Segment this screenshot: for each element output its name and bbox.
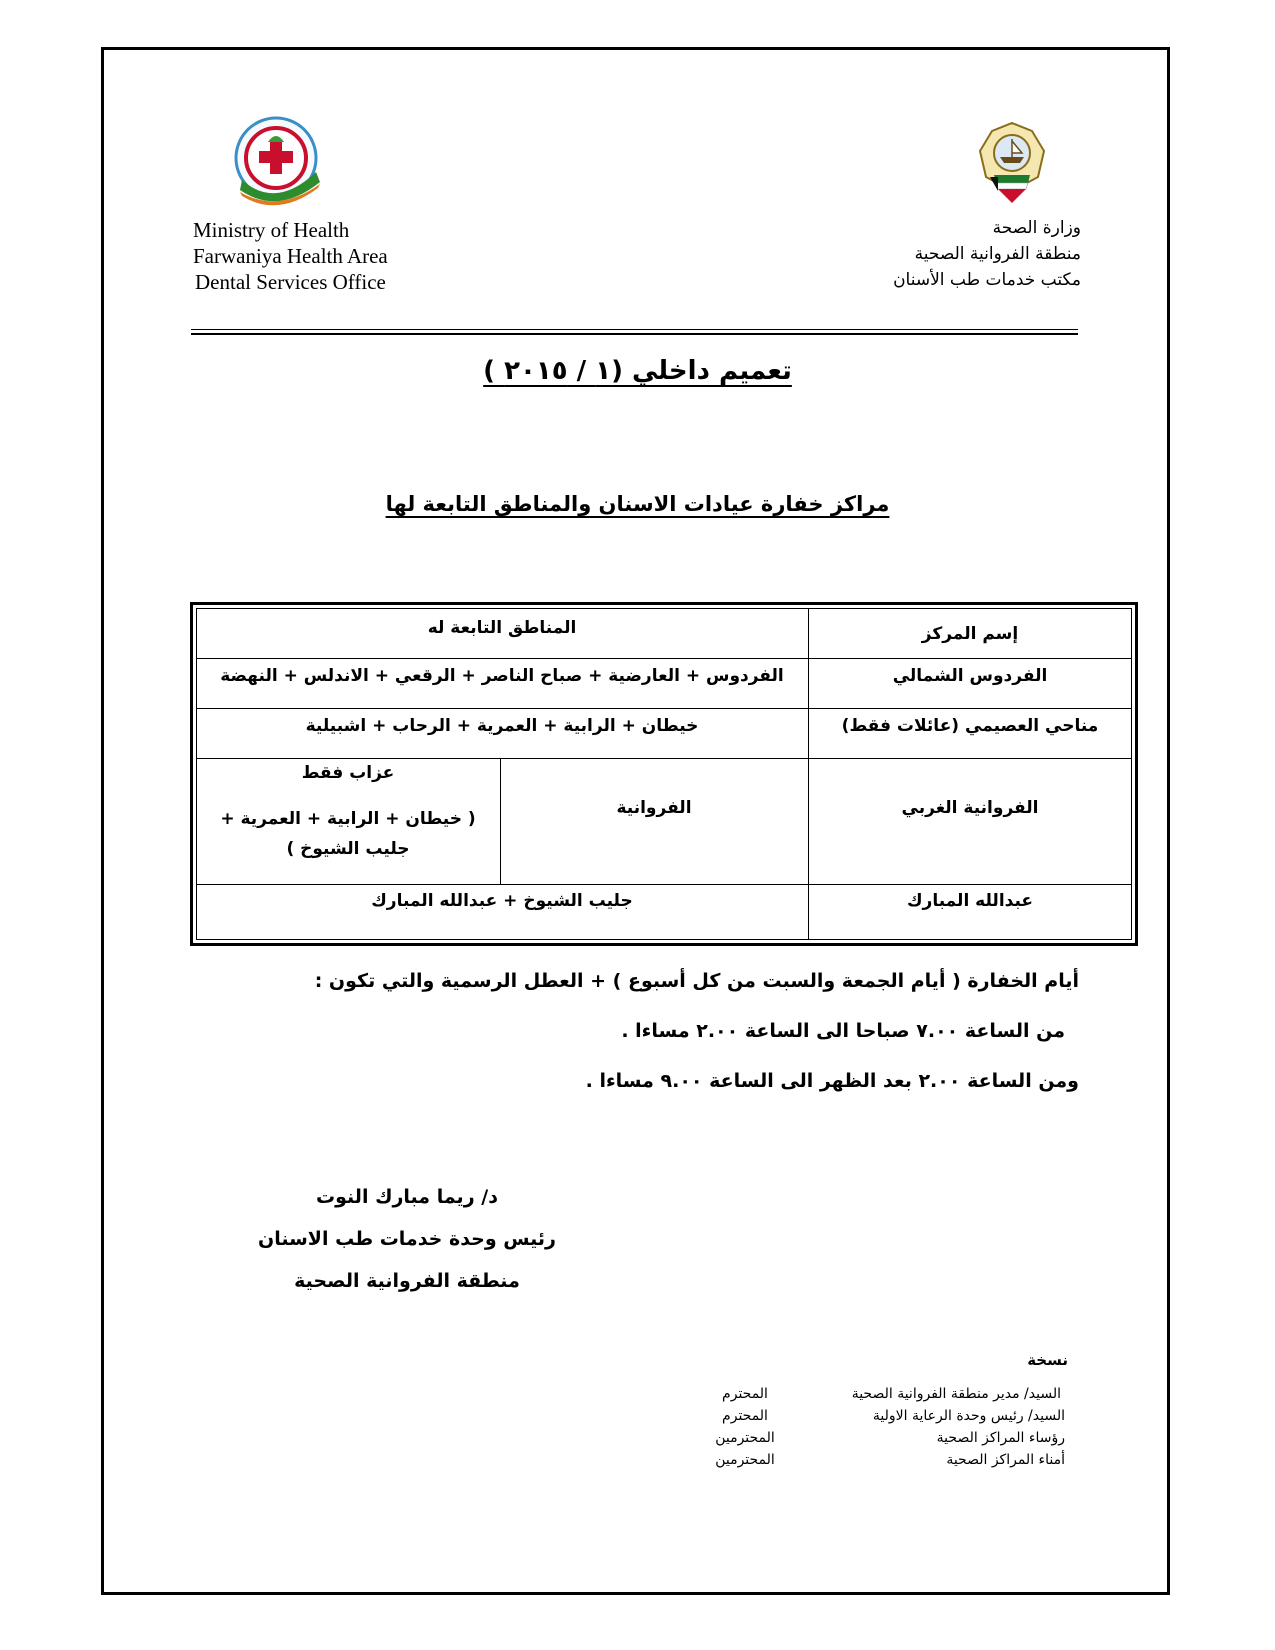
header-office-en: Dental Services Office [195, 270, 386, 294]
farwaniya-health-district-logo [228, 112, 328, 212]
table-row-center: مناحي العصيمي (عائلات فقط) [841, 716, 1099, 736]
table-row-center: الفروانية الغربي [901, 798, 1039, 818]
circular-title [0, 356, 1275, 386]
table-row-areas-singles-line1: ( خيطان + الرابية + العمرية + [220, 809, 476, 829]
table-row-areas-singles-title: عزاب فقط [301, 763, 395, 783]
table-row-areas-singles-line2: جليب الشيوخ ) [286, 839, 410, 859]
kuwait-state-emblem [968, 117, 1056, 209]
header-office-ar: مكتب خدمات طب الأسنان [893, 270, 1081, 290]
copy-recipient: السيد/ رئيس وحدة الرعاية الاولية [872, 1408, 1065, 1424]
duty-hours-morning: من الساعة ٧.٠٠ صباحا الى الساعة ٢.٠٠ مساءا . [621, 1020, 1065, 1042]
table-row-areas: الفردوس + العارضية + صباح الناصر + الرقعي + الاندلس + النهضة [220, 666, 784, 686]
table-header-center: إسم المركز [921, 624, 1019, 644]
document-subtitle [0, 492, 1275, 516]
copy-recipient-title: المحترمين [715, 1430, 775, 1446]
header-divider-thick [191, 333, 1078, 335]
copies-label: نسخة [1027, 1351, 1068, 1369]
copy-recipient: رؤساء المراكز الصحية [936, 1430, 1065, 1446]
duty-days-text: أيام الخفارة ( أيام الجمعة والسبت من كل أسبوع ) + العطل الرسمية والتي تكون : [314, 970, 1079, 992]
header-area-en: Farwaniya Health Area [193, 244, 388, 268]
table-row-areas-family: الفروانية [616, 798, 692, 818]
signatory-area: منطقة الفروانية الصحية [294, 1270, 520, 1292]
header-divider [191, 329, 1078, 330]
table-row-center: الفردوس الشمالي [892, 666, 1048, 686]
circular-title-text: تعميم داخلي (١ / ٢٠١٥ ) [483, 356, 792, 386]
table-row-center: عبدالله المبارك [906, 891, 1034, 911]
copy-recipient-title: المحترمين [715, 1452, 775, 1468]
document-subtitle-text: مراكز خفارة عيادات الاسنان والمناطق التابعة لها [385, 492, 890, 516]
signatory-name: د/ ريما مبارك النوت [316, 1186, 498, 1208]
duty-hours-evening: ومن الساعة ٢.٠٠ بعد الظهر الى الساعة ٩.٠٠ مساءا . [585, 1070, 1079, 1092]
copy-recipient-title: المحترم [722, 1386, 768, 1402]
header-area-ar: منطقة الفروانية الصحية [914, 244, 1081, 264]
copy-recipient: أمناء المراكز الصحية [946, 1452, 1065, 1468]
table-row-areas: خيطان + الرابية + العمرية + الرحاب + اشبيلية [305, 716, 699, 736]
copy-recipient-title: المحترم [722, 1408, 768, 1424]
copy-recipient: السيد/ مدير منطقة الفروانية الصحية [851, 1386, 1061, 1402]
table-row-areas: جليب الشيوخ + عبدالله المبارك [371, 891, 633, 911]
header-ministry-en: Ministry of Health [193, 218, 350, 242]
signatory-position: رئيس وحدة خدمات طب الاسنان [258, 1228, 556, 1250]
table-header-areas: المناطق التابعة له [427, 618, 577, 638]
header-ministry-ar: وزارة الصحة [992, 218, 1081, 238]
